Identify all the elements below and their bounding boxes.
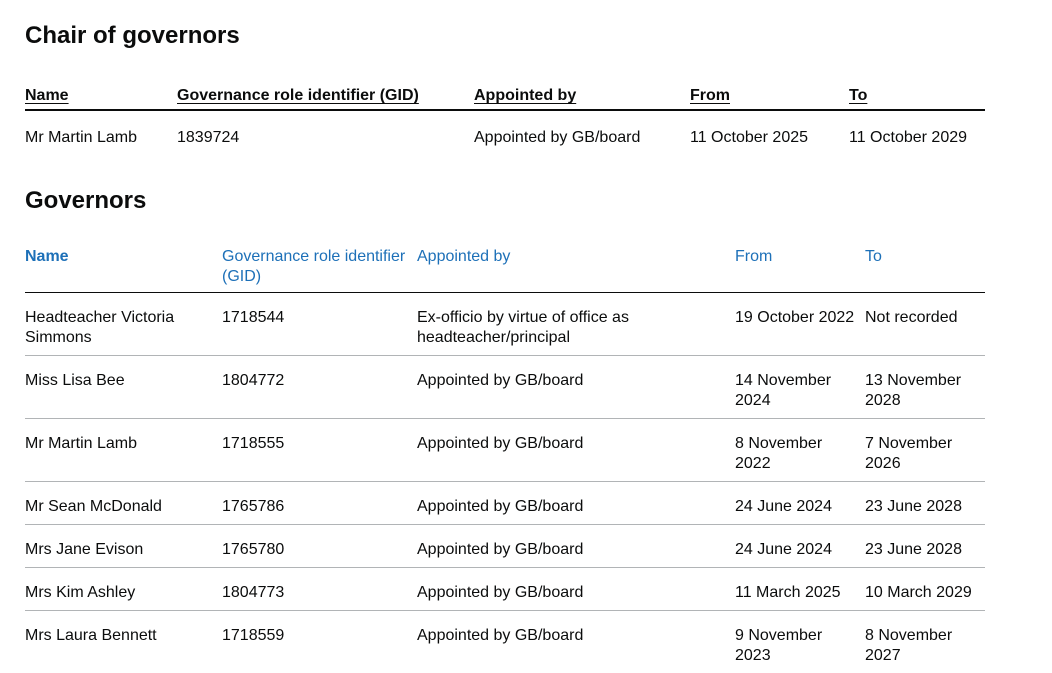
column-header-gid[interactable]: Governance role identifier (GID) <box>177 66 474 110</box>
cell-appointed-by: Appointed by GB/board <box>474 110 690 160</box>
cell-from: 11 March 2025 <box>735 568 865 611</box>
cell-to: 23 June 2028 <box>865 482 985 525</box>
cell-name: Miss Lisa Bee <box>25 356 222 419</box>
cell-gid: 1804772 <box>222 356 417 419</box>
column-header-appointed-by[interactable]: Appointed by <box>474 66 690 110</box>
column-header-gid[interactable]: Governance role identifier (GID) <box>222 231 417 293</box>
cell-gid: 1765786 <box>222 482 417 525</box>
cell-to: 8 November 2027 <box>865 611 985 673</box>
chair-section <box>25 22 1025 160</box>
cell-appointed-by: Appointed by GB/board <box>417 356 735 419</box>
column-header-appointed-by[interactable]: Appointed by <box>417 231 735 293</box>
cell-gid: 1804773 <box>222 568 417 611</box>
chair-of-governors-heading: Chair of governors <box>25 22 1025 50</box>
table-row <box>25 568 985 611</box>
governors-section <box>25 187 1025 673</box>
column-header-name[interactable]: Name <box>25 231 222 293</box>
table-row <box>25 482 985 525</box>
table-row <box>25 356 985 419</box>
cell-gid: 1718544 <box>222 293 417 356</box>
table-row <box>25 525 985 568</box>
table-row <box>25 293 985 356</box>
cell-name: Mrs Jane Evison <box>25 525 222 568</box>
cell-to: 13 November 2028 <box>865 356 985 419</box>
header-row <box>25 231 985 293</box>
column-header-from[interactable]: From <box>735 231 865 293</box>
cell-from: 14 November 2024 <box>735 356 865 419</box>
column-header-to[interactable]: To <box>849 66 985 110</box>
table-row <box>25 611 985 673</box>
cell-name: Mrs Laura Bennett <box>25 611 222 673</box>
cell-appointed-by: Appointed by GB/board <box>417 525 735 568</box>
cell-name: Mrs Kim Ashley <box>25 568 222 611</box>
cell-to: 23 June 2028 <box>865 525 985 568</box>
cell-name: Mr Martin Lamb <box>25 419 222 482</box>
governors-table <box>25 231 985 673</box>
column-header-to[interactable]: To <box>865 231 985 293</box>
cell-name: Headteacher Victoria Simmons <box>25 293 222 356</box>
cell-to: 7 November 2026 <box>865 419 985 482</box>
cell-from: 11 October 2025 <box>690 110 849 160</box>
cell-from: 9 November 2023 <box>735 611 865 673</box>
cell-from: 19 October 2022 <box>735 293 865 356</box>
cell-name: Mr Sean McDonald <box>25 482 222 525</box>
cell-appointed-by: Appointed by GB/board <box>417 611 735 673</box>
table-row <box>25 419 985 482</box>
cell-from: 8 November 2022 <box>735 419 865 482</box>
cell-appointed-by: Appointed by GB/board <box>417 568 735 611</box>
cell-name: Mr Martin Lamb <box>25 110 177 160</box>
chair-of-governors-table <box>25 66 985 160</box>
header-row <box>25 66 985 110</box>
cell-from: 24 June 2024 <box>735 525 865 568</box>
cell-gid: 1765780 <box>222 525 417 568</box>
cell-gid: 1839724 <box>177 110 474 160</box>
cell-appointed-by: Ex-officio by virtue of office as headteacher/principal <box>417 293 735 356</box>
cell-to: Not recorded <box>865 293 985 356</box>
column-header-name[interactable]: Name <box>25 66 177 110</box>
cell-gid: 1718559 <box>222 611 417 673</box>
cell-to: 10 March 2029 <box>865 568 985 611</box>
cell-appointed-by: Appointed by GB/board <box>417 482 735 525</box>
table-row <box>25 110 985 160</box>
cell-gid: 1718555 <box>222 419 417 482</box>
cell-to: 11 October 2029 <box>849 110 985 160</box>
cell-appointed-by: Appointed by GB/board <box>417 419 735 482</box>
governors-heading: Governors <box>25 187 1025 215</box>
column-header-from[interactable]: From <box>690 66 849 110</box>
cell-from: 24 June 2024 <box>735 482 865 525</box>
